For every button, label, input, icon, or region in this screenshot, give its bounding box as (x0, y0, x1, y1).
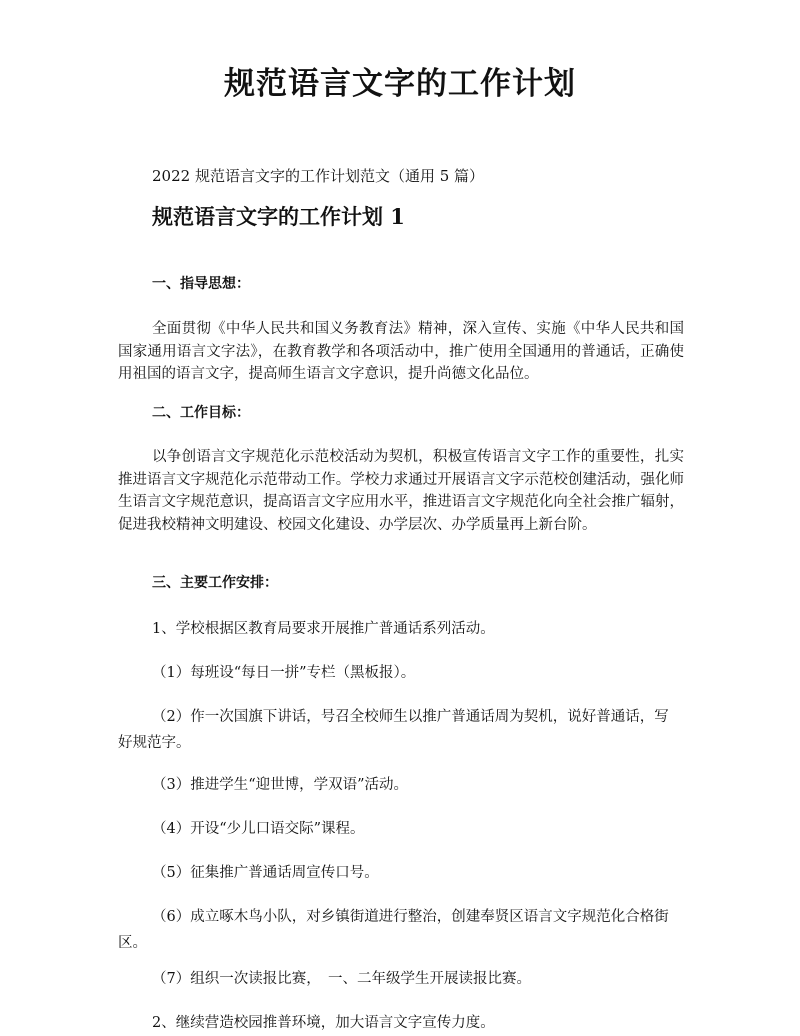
page-title: 规范语言文字的工作计划 (224, 66, 576, 102)
list-item: （7）组织一次读报比赛， 一、二年级学生开展读报比赛。 (152, 971, 531, 987)
list-item: 2、继续营造校园推普环境，加大语言文字宣传力度。 (152, 1015, 495, 1031)
list-item: （1）每班设“每日一拼”专栏（黑板报）。 (152, 665, 416, 681)
list-item: （5）征集推广普通话周宣传口号。 (152, 865, 379, 881)
section-title: 规范语言文字的工作计划 1 (152, 204, 405, 229)
list-item: 1、学校根据区教育局要求开展推广普通话系列活动。 (152, 621, 495, 637)
heading-work-arrangements: 三、主要工作安排： (152, 575, 278, 591)
list-item: （6）成立啄木鸟小队，对乡镇街道进行整治，创建奉贤区语言文字规范化合格街区。 (118, 909, 669, 951)
paragraph-work-goals: 以争创语言文字规范化示范校活动为契机，积极宣传语言文字工作的重要性，扎实推进语言文字规范化示范带动工作。学校力求通过开展语言文字示范校创建活动，强化师生语言文字规范意识，提高语言文字应用水平，推进语言文字规范化向全社会推广辐射，促进我校精神文明建设、校园文化建设、办学层次、办学质量再上新台阶。 (118, 449, 684, 533)
list-item: （2）作一次国旗下讲话，号召全校师生以推广普通话周为契机，说好普通话，写好规范字。 (118, 709, 669, 751)
list-item: （4）开设“少儿口语交际”课程。 (152, 821, 365, 837)
document-subtitle: 2022 规范语言文字的工作计划范文（通用 5 篇） (152, 167, 485, 185)
heading-guiding-ideology: 一、指导思想： (152, 276, 250, 292)
list-item: （3）推进学生“迎世博，学双语”活动。 (152, 777, 409, 793)
paragraph-guiding-ideology: 全面贯彻《中华人民共和国义务教育法》精神，深入宣传、实施《中华人民共和国国家通用语言文字法》，在教育教学和各项活动中，推广使用全国通用的普通话，正确使用祖国的语言文字，提高师生语言文字意识，提升尚德文化品位。 (118, 321, 684, 382)
heading-work-goals: 二、工作目标： (152, 405, 250, 421)
